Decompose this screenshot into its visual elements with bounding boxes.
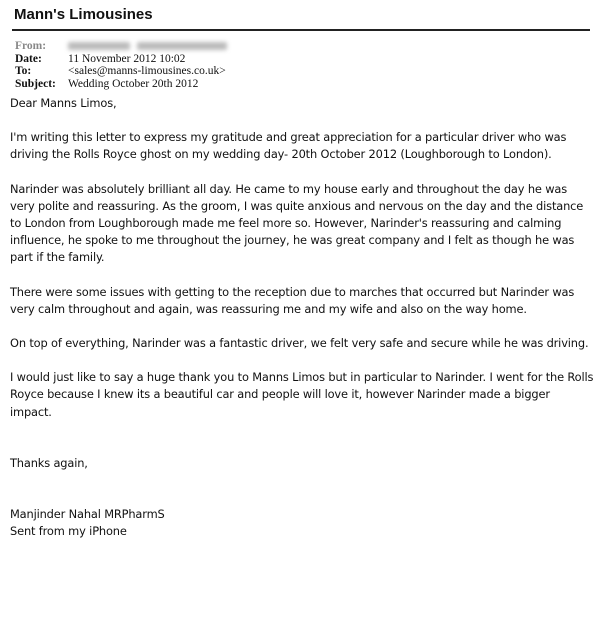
subject-row (15, 78, 227, 91)
title-rule (12, 29, 590, 31)
to-value: <sales@manns-limousines.co.uk> (68, 65, 226, 77)
subject-label: Subject: (15, 77, 56, 90)
paragraph-2: Narinder was absolutely brilliant all day. He came to my house early and throughout the day he was very polite and reassuring. As the groom, I was quite anxious and nervous on the day and the distance to London from Loughborough made me feel more so. However, Narinder's reassuring and calming influence, he spoke to me throughout the journey, he was great company and I felt as though he was part if the family. (10, 181, 584, 265)
date-label: Date: (15, 52, 42, 65)
from-row (15, 40, 227, 53)
paragraph-4: On top of everything, Narinder was a fantastic driver, we felt very safe and secure while he was driving. (10, 336, 589, 351)
sent-from: Sent from my iPhone (10, 524, 127, 539)
greeting: Dear Manns Limos, (10, 96, 117, 110)
to-row (15, 65, 227, 78)
paragraph-5: I would just like to say a huge thank you to Manns Limos but in particular to Narinder. I went for the Rolls Royce because I knew its a beautiful car and people will love it, however Narinder made a bigger impact. (10, 370, 594, 419)
from-value-redacted (68, 40, 227, 53)
letter-body (10, 95, 594, 540)
from-label: From: (15, 40, 47, 52)
paragraph-3: There were some issues with getting to the reception due to marches that occurred but Narinder was very calm throughout and again, was reassuring me and my wife and also on the way home. (10, 284, 575, 316)
date-row (15, 53, 227, 66)
document-title: Mann's Limousines (14, 6, 153, 23)
signature: Manjinder Nahal MRPharmS (10, 507, 165, 522)
date-value: 11 November 2012 10:02 (68, 52, 186, 65)
subject-value: Wedding October 20th 2012 (68, 77, 199, 90)
paragraph-1: I'm writing this letter to express my gratitude and great appreciation for a particular driver who was driving the Rolls Royce ghost on my wedding day- 20th October 2012 (Loughborough to London). (10, 130, 567, 162)
to-label: To: (15, 65, 32, 77)
email-header (15, 40, 227, 90)
closing: Thanks again, (10, 455, 88, 470)
